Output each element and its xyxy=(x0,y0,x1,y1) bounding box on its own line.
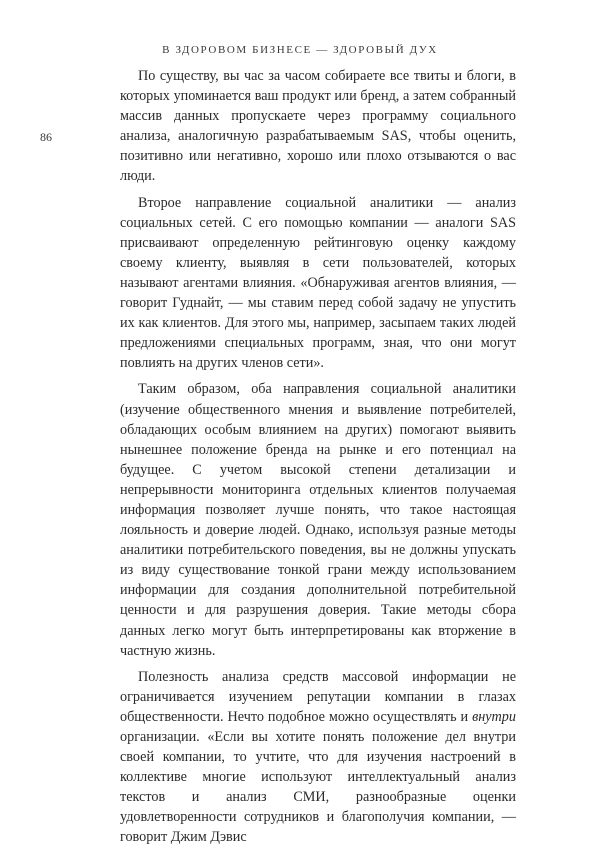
paragraph-1: По существу, вы час за часом собираете все твиты и блоги, в которых упоминается ваш продукт или бренд, а затем собранный массив данных пропускаете через программу социального анализа, аналогичную разрабатываемым SAS, чтобы оценить, позитивно или негативно, хорошо или плохо отзываются о вас люди. xyxy=(120,68,516,185)
paragraph-4 xyxy=(120,667,516,848)
running-header: В ЗДОРОВОМ БИЗНЕСЕ — ЗДОРОВЫЙ ДУХ xyxy=(162,44,438,56)
body-text xyxy=(120,66,516,848)
paragraph-4-text-before: Полезность анализа средств массовой информации не ограничивается изучением репутации компании в глазах общественности. Нечто подобное можно осуществлять и xyxy=(120,668,516,725)
page-number: 86 xyxy=(40,130,52,144)
paragraph-4-text-after: организации. «Если вы хотите понять положение дел внутри своей компании, то учтите, что для изучения настроений в коллективе многие используют интеллектуальный анализ текстов и анализ СМИ, разнообразные оценки удовлетворенности сотрудников и благополучия компании, — говорит Джим Дэвис xyxy=(120,729,516,846)
paragraph-2: Второе направление социальной аналитики — анализ социальных сетей. С его помощью компании — аналоги SAS присваивают определенную рейтинговую оценку каждому своему клиенту, выявляя в сети пользователей, которых называют агентами влияния. «Обнаруживая агентов влияния, — говорит Гуднайт, — мы ставим перед собой задачу не упустить их как клиентов. Для этого мы, например, засыпаем таких людей предложениями специальных программ, зная, что они могут повлиять на других членов сети». xyxy=(120,194,516,372)
paragraph-4-emphasis: внутри xyxy=(472,708,516,725)
paragraph-3: Таким образом, оба направления социальной аналитики (изучение общественного мнения и выявление потребителей, обладающих особым влиянием на других) помогают выявить нынешнее положение бренда на рынке и его потенциал на будущее. С учетом высокой степени детализации и непрерывности мониторинга отдельных клиентов получаемая информация позволяет лучше понять, что такое настоящая лояльность и доверие людей. Однако, используя разные методы аналитики потребительского поведения, вы не должны упускать из виду существование тонкой грани между использованием информации для создания дополнительной потребительной ценности и для разрушения доверия. Такие методы сбора данных легко могут быть интерпретированы как вторжение в частную жизнь. xyxy=(120,381,516,659)
